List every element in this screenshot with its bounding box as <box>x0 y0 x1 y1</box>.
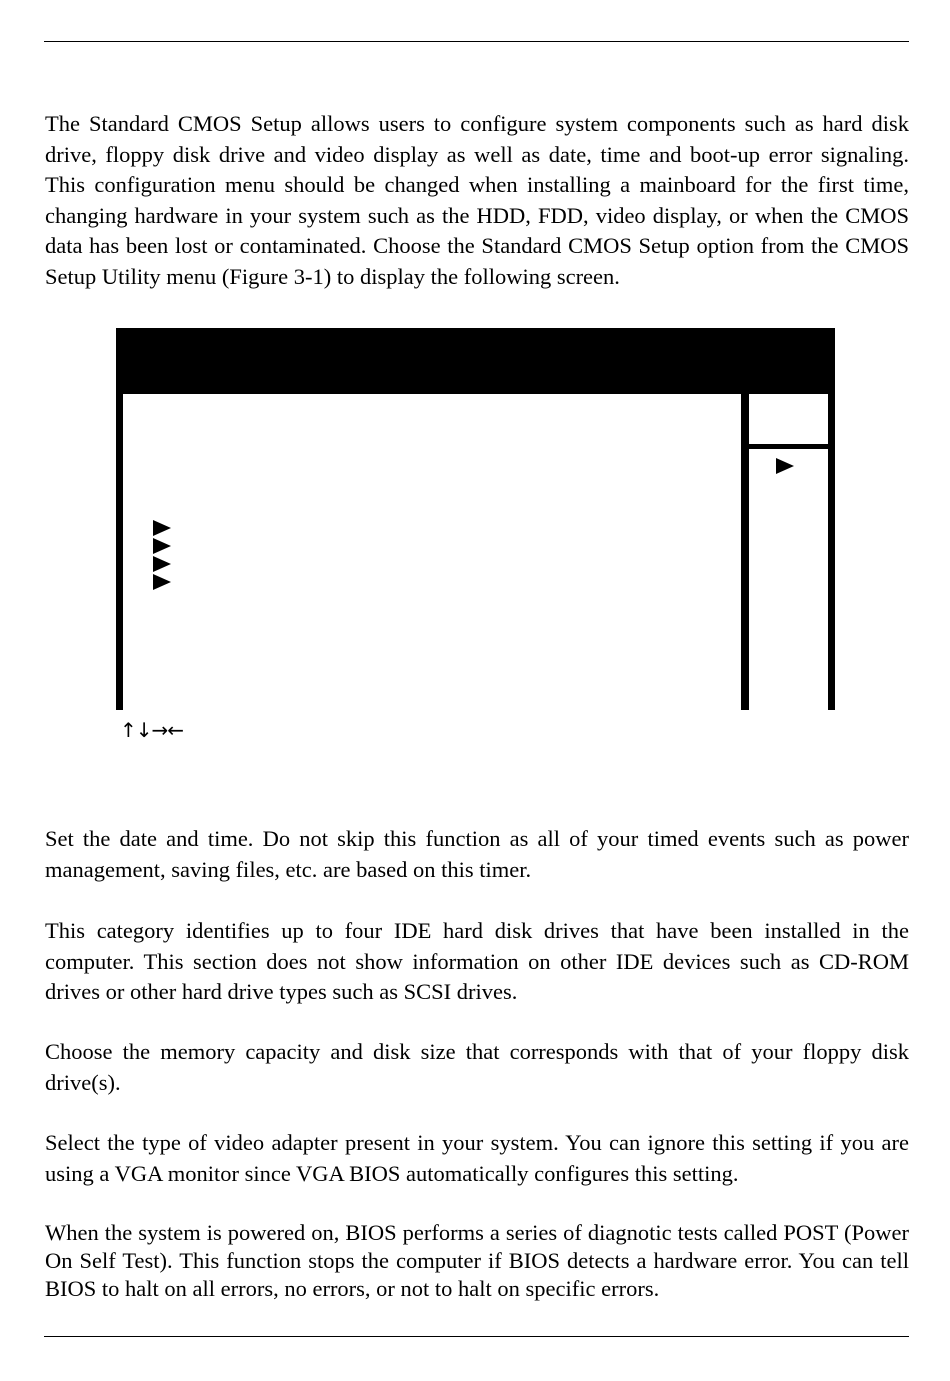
navigation-keys-legend: ↑↓→← <box>120 718 184 742</box>
ide-drives-paragraph: This category identifies up to four IDE hard disk drives that have been installed in the computer. This section does not show information on other IDE devices such as CD-ROM drives or other hard drive types such as SCSI drives. <box>45 918 909 1004</box>
item-help-pane <box>749 449 828 730</box>
item-help-header <box>749 394 828 444</box>
floppy-drive-paragraph: Choose the memory capacity and disk size that corresponds with that of your floppy disk drive(s). <box>45 1039 909 1095</box>
intro-paragraph: The Standard CMOS Setup allows users to configure system components such as hard disk drive, floppy disk drive and video display as well as date, time and boot-up error signaling. This configuration menu should be changed when installing a mainboard for the first time, changing hardware in your system such as the HDD, FDD, video display, or when the CMOS data has been lost or contaminated. Choose the Standard CMOS Setup option from the CMOS Setup Utility menu (Figure 3-1) to display the following screen. <box>45 111 909 289</box>
halt-on-paragraph: When the system is powered on, BIOS performs a series of diagnotic tests called POST (Power On Self Test). This function stops the computer if BIOS detects a hardware error. You can tell BIOS to halt on all errors, no errors, or not to halt on specific errors. <box>45 1220 909 1301</box>
bottom-rule <box>44 1336 909 1337</box>
cmos-setup-screen-figure <box>116 328 835 710</box>
screen-title-bar <box>116 328 835 391</box>
submenu-arrow-icon <box>153 556 171 572</box>
submenu-arrow-icon <box>153 520 171 536</box>
top-rule <box>44 41 909 42</box>
help-arrow-icon <box>776 458 794 474</box>
submenu-arrow-icon <box>153 538 171 554</box>
video-paragraph: Select the type of video adapter present in your system. You can ignore this setting if you are using a VGA monitor since VGA BIOS automatically configures this setting. <box>45 1130 909 1186</box>
date-time-paragraph: Set the date and time. Do not skip this function as all of your timed events such as power management, saving files, etc. are based on this timer. <box>45 826 909 882</box>
submenu-arrow-icon <box>153 574 171 590</box>
settings-pane <box>123 394 741 730</box>
